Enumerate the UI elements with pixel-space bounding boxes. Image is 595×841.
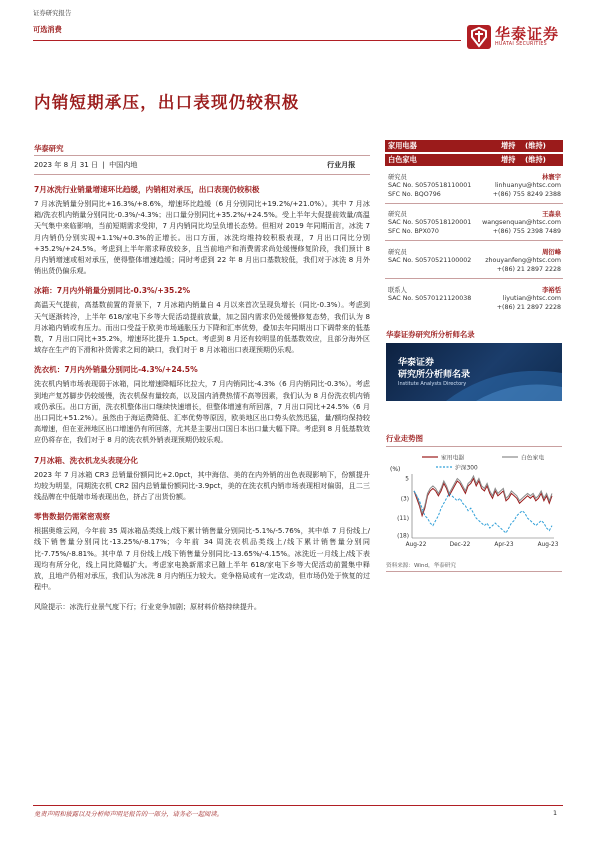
report-type: 行业月报 [327,160,356,169]
analyst-1-phone: +(86) 755 8249 2388 [492,191,561,198]
analyst-4-email[interactable]: liyutian@htsc.com [502,294,561,302]
analyst-2-role: 研究员 [388,211,407,218]
analyst-2-name: 王森泉 [542,211,561,218]
series-line-1 [414,476,552,513]
x-tick-label: Apr-23 [494,542,514,548]
legend-label-1: 白色家电 [521,455,545,462]
analyst-1-name: 林寰宇 [542,174,561,181]
y-tick-label: (18) [397,533,409,540]
analyst-4-phone: +(86) 21 2897 2228 [496,304,561,311]
footer-rule [33,805,563,806]
industry-trend-chart [384,450,564,550]
report-subcategory: 可选消费 [33,25,62,34]
y-tick-label: 5 [405,476,409,483]
section-4-body: 2023 年 7 月冰箱 CR3 总销量份额同比+2.0pct，其中海信、美的在内外销的出色表现影响下，份额提升均较为明显，同期洗衣机 CR2 国内总销量份额同比-3.9pct，美的在洗衣机内销市场表现相对偏弱，且二三线品牌在中低端市场表现出色，挤占了出货份额。 [34,469,370,502]
report-date-line [34,160,137,170]
meta-rule-top [34,155,370,156]
analyst-4-role: 联系人 [388,287,407,294]
analyst-divider-3 [385,278,563,279]
analyst-2-email[interactable]: wangsenquan@htsc.com [482,218,561,226]
section-3-body: 洗衣机内销市场表现弱于冰箱，同比增速降幅环比拉大，7 月内销同比-4.3%（6 月内销同比-0.3%）。考虑到地产复苏脚步仍较缓慢，洗衣机保有量较高，以及国内消费热情不高等因素，我们认为 8 月份洗衣机内销或仍承压。出口方面，洗衣机整体出口继续快速增长，但整体增速有所回落，7 月出口同比+24.5%（6 月出口同比+51.2%）。虽然由于海运费降低、汇率优势等原因，欧美地区出口势头依然迅猛，量/额均保持较高增速，但在亚洲地区出口增速仍有所回落，尤其是主要出口国日本出口量大幅下降。考虑到 8 月低基数效应仍将存在，我们对于 8 月的洗衣机外销表现预期仍较乐观。 [34,379,370,445]
analyst-1-role: 研究员 [388,174,407,181]
section-5 [34,511,370,592]
section-1 [34,184,370,276]
chart-source: 资料来源：Wind，华泰研究 [386,563,456,569]
x-tick-label: Dec-22 [449,542,471,548]
analyst-1-email[interactable]: linhuanyu@htsc.com [495,181,561,189]
section-2 [34,285,370,355]
analyst-2 [385,209,563,238]
report-date: 2023 年 8 月 31 日 [34,160,99,169]
analyst-4 [385,285,563,314]
y-tick-label: (3) [400,496,409,503]
logo-text-cn: 华泰证券 [495,25,560,43]
meta-rule-bottom [34,174,370,175]
page-title: 内销短期承压，出口表现仍较积极 [34,93,300,112]
risk-warning: 风险提示：冰洗行业景气度下行；行业竞争加剧；原材料价格持续提升。 [34,602,261,612]
rating-2-sector: 白色家电 [388,155,417,164]
analyst-directory-title: 华泰证券研究所分析师名录 [386,330,475,339]
legend-label-2: 沪深300 [455,465,478,472]
chart-unit: (%) [390,466,401,473]
banner-en: Institute Analysts Directory [398,381,467,387]
analyst-2-phone: +(86) 755 2398 7489 [492,228,561,235]
analyst-3 [385,247,563,276]
banner-line-1: 华泰证券 [398,358,435,368]
section-5-body: 根据奥维云网，今年前 35 周冰箱品类线上/线下累计销售量分别同比-5.1%/-5.76%，其中单 7 月份线上/线下销售量分别同比-13.25%/-8.17%；今年前 34 周洗衣机品类线上/线下累计销售量分别同比-7.75%/-8.81%。其中单 7 月份线上/线下销售量分别同比-13.65%/-4.15%。冰洗近一月线上/线下表现均有所分化，线上同比降幅扩大。考虑家电换新需求已随上半年 618/家电下乡等大促活动前置集中释放，且地产仍相对承压，我们认为冰洗 8 月内销压力较大。竞争格局或有一定改动，但市场仍处于恢复的过程中。 [34,526,370,592]
meta-divider: | [102,160,105,169]
section-4-title: 7月冰箱、洗衣机龙头表现分化 [34,455,139,465]
header-rule [33,40,461,41]
section-2-title: 冰箱：7月内外销量分别同比-0.3%/+35.2% [34,286,191,296]
y-tick-label: (11) [397,516,409,523]
logo-text-en: HUATAI SECURITIES [495,42,548,47]
legend-label-0: 家用电器 [441,455,465,462]
analyst-divider-2 [385,240,563,241]
analyst-2-lic2: SFC No. BPX070 [388,228,439,235]
analyst-1-lic1: SAC No. S0570518110001 [388,181,472,189]
main-content [34,184,370,613]
chart-source-rule [386,571,562,572]
section-3 [34,364,370,445]
huatai-logo [466,22,576,56]
analyst-3-phone: +(86) 21 2897 2228 [496,266,561,273]
footer-disclaimer: 免责声明和披露以及分析师声明是报告的一部分，请务必一起阅读。 [34,811,223,818]
rating-1-sector: 家用电器 [388,141,417,150]
analyst-4-name: 李裕恬 [542,287,561,294]
series-line-0 [414,479,552,516]
rating-1-value: 增持 [501,141,516,150]
report-category: 证券研究报告 [33,9,72,17]
analyst-1-lic2: SFC No. BQO796 [388,191,441,198]
org-name: 华泰研究 [34,144,64,153]
section-1-title: 7月冰洗行业销量增速环比趋缓，内销相对承压，出口表现仍较积极 [34,185,260,194]
analyst-directory-banner[interactable] [386,343,562,401]
rating-bar-2 [385,154,563,166]
section-2-body: 高温天气提前，高基数前置的背景下，7 月冰箱内销量自 4 月以来首次呈现负增长（同比-0.3%）。考虑到天气逐渐转冷，上半年 618/家电下乡等大促活动提前放量，加之国内需求仍处缓慢修复态势，我们认为 8 月冰箱内销或有压力。而出口受益于欧美市场通胀压力下降和汇率优势，叠加去年同期出口下调带来的低基数，7 月出口同比+35.2%，增速环比提升 1.5pct。考虑到 8 月还有较明显的低基数效应，且部分海外区域存在生产的下滑和补货需求之间的缺口，我们对于 8 月冰箱出口表现预期仍乐观。 [34,300,370,355]
analyst-1 [385,172,563,201]
section-1-body: 7 月冰洗销量分别同比+16.3%/+8.6%，增速环比趋缓（6 月分别同比+19.2%/+21.0%）。其中 7 月冰箱/洗衣机内销量分别同比-0.3%/-4.3%；出口量分别同比+35.2%/+24.5%。受上半年大促提前效量/高温天气集中来临影响，当前短期需求受抑，7 月内销同比均呈负增长态势。但相对 2019 年同期而言，冰洗 7 月内销仍分别实现+1.1%/+0.3%的正增长。出口方面，冰洗均维持较积极表现，7 月出口同比分别+35.2%/+24.5%。考虑到上半年需求释放较多，且当前地产和消费需求尚处缓慢修复阶段，我们预计 8 月内销增速或相对承压，使得整体增速趋缓；同时考虑到 22 年 8 月出口基数较低，我们对于冰洗 8 月外销出货仍偏乐观。 [34,199,370,276]
analyst-3-email[interactable]: zhouyanfeng@htsc.com [485,256,561,264]
rating-bar-1 [385,140,563,152]
huatai-logo-icon [466,24,492,50]
section-4 [34,455,370,503]
analyst-2-lic1: SAC No. S0570518120001 [388,218,472,226]
page-number: 1 [553,809,558,817]
chart-title: 行业走势图 [386,434,423,443]
analyst-divider-1 [385,203,563,204]
rating-2-value: 增持 [501,155,516,164]
analyst-3-role: 研究员 [388,249,407,256]
analyst-4-lic1: SAC No. S0570121120038 [388,294,472,302]
banner-line-2: 研究所分析师名录 [398,370,471,380]
rating-2-note: (维持) [525,155,546,164]
report-region: 中国内地 [109,160,138,169]
section-5-title: 零售数据仍需紧密观察 [34,512,110,522]
rating-1-note: (维持) [525,141,546,150]
section-3-title: 洗衣机：7月内外销量分别同比-4.3%/+24.5% [34,365,198,375]
x-tick-label: Aug-23 [537,542,559,548]
x-tick-label: Aug-22 [405,542,427,548]
analyst-3-name: 周衍峰 [542,249,561,256]
analyst-3-lic1: SAC No. S0570521100002 [388,256,472,264]
chart-title-rule [386,446,562,447]
